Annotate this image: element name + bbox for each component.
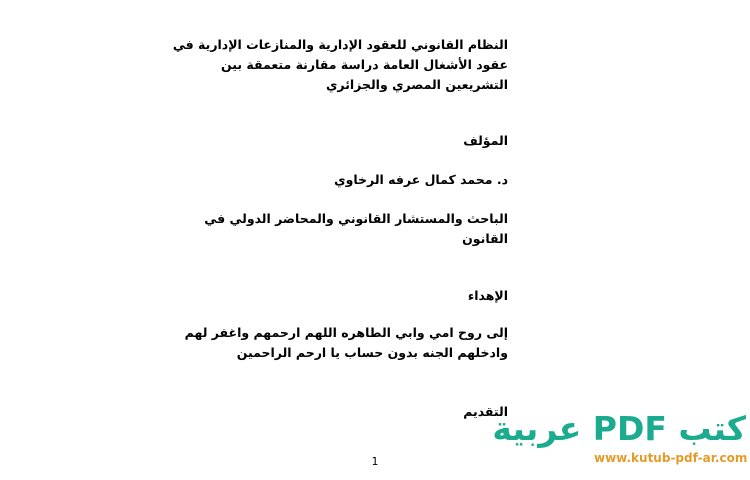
title-line: النظام القانوني للعقود الإدارية والمنازعات الإدارية في: [172, 37, 508, 52]
introduction-heading: التقديم: [463, 404, 508, 419]
author-role-line: القانون: [462, 231, 508, 246]
dedication-line: وادخلهم الجنه بدون حساب يا ارحم الراحمين: [236, 345, 508, 360]
title-line: التشريعين المصري والجزائري: [325, 77, 508, 92]
title-line: عقود الأشغال العامة دراسة مقارنة متعمقة بين: [221, 57, 508, 72]
watermark-logo: كتب PDF عربية: [492, 409, 746, 448]
author-heading: المؤلف: [463, 133, 508, 148]
dedication-heading: الإهداء: [467, 288, 508, 303]
author-role: [204, 209, 508, 249]
page-number: 1: [371, 455, 379, 468]
book-title: [172, 35, 508, 95]
dedication-line: إلى روح امي وابي الطاهره اللهم ارحمهم واغفر لهم: [184, 325, 508, 340]
author-name: د. محمد كمال عرفه الرخاوي: [334, 172, 508, 187]
author-role-line: الباحث والمستشار القانوني والمحاضر الدولي في: [204, 211, 508, 226]
watermark-url: www.kutub-pdf-ar.com: [594, 451, 748, 465]
dedication-body: [184, 323, 508, 363]
watermark: [492, 408, 748, 466]
